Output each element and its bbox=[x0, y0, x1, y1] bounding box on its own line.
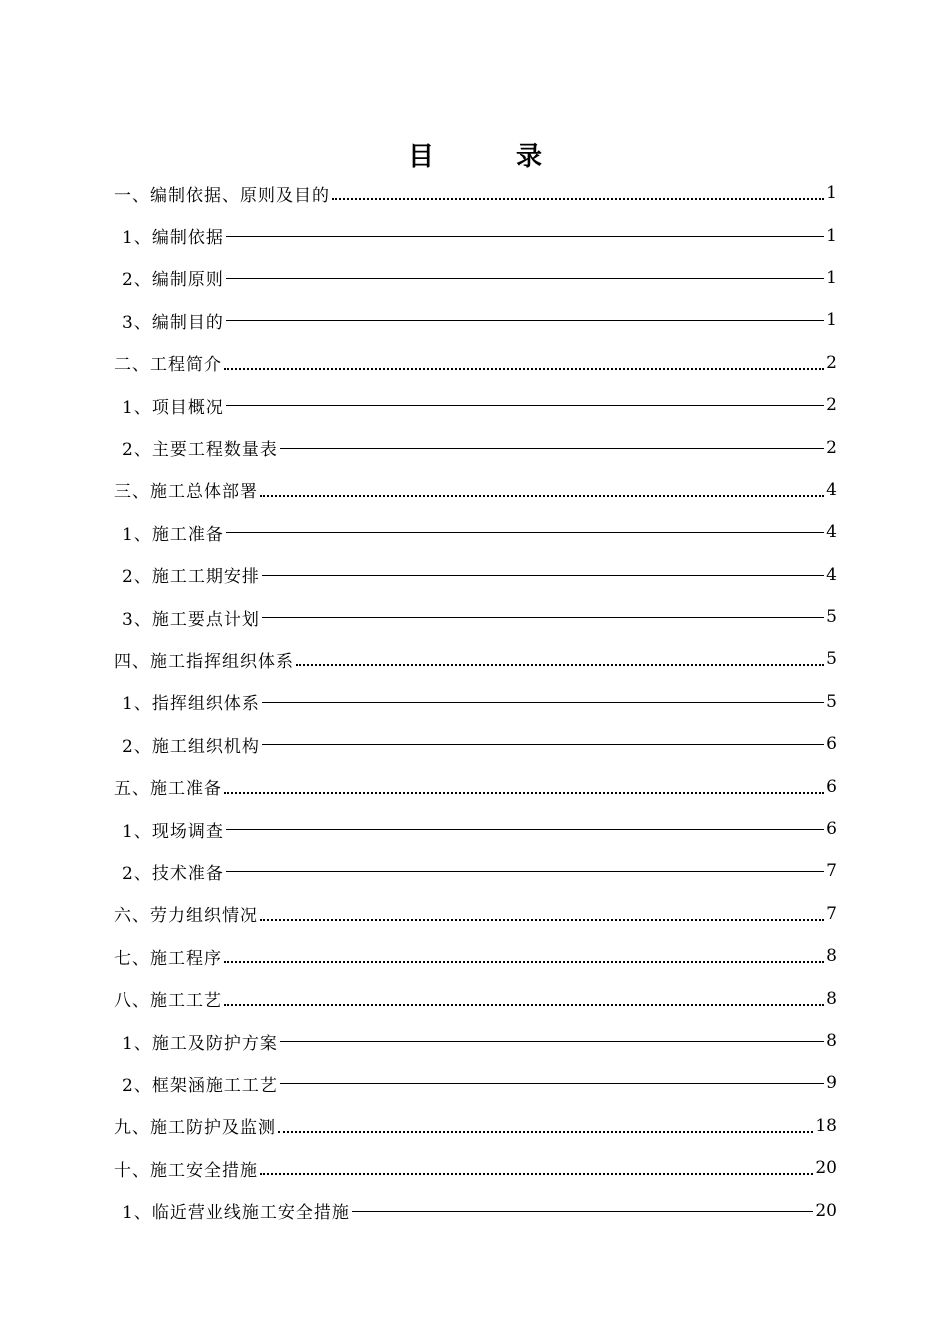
toc-entry-page-number: 2 bbox=[826, 437, 837, 458]
toc-entry-leader bbox=[262, 607, 824, 627]
toc-entry-label: 2、施工工期安排 bbox=[122, 567, 260, 588]
toc-entry[interactable] bbox=[114, 596, 837, 638]
toc-entry[interactable] bbox=[114, 893, 837, 935]
toc-entry[interactable] bbox=[114, 214, 837, 256]
toc-entry[interactable] bbox=[114, 554, 837, 596]
toc-entry-page-number: 4 bbox=[826, 522, 837, 543]
toc-entry-leader bbox=[226, 226, 824, 246]
toc-entry-label: 3、编制目的 bbox=[122, 312, 224, 333]
toc-entry-page-number: 5 bbox=[826, 649, 837, 670]
toc-entry-label: 1、项目概况 bbox=[122, 397, 224, 418]
toc-entry-leader bbox=[224, 353, 824, 373]
toc-entry-leader bbox=[224, 777, 824, 797]
toc-entry-label: 1、施工准备 bbox=[122, 524, 224, 545]
toc-entry-leader bbox=[280, 438, 824, 458]
toc-entry[interactable] bbox=[114, 723, 837, 765]
toc-entry-leader bbox=[224, 989, 824, 1009]
toc-entry[interactable] bbox=[114, 765, 837, 807]
toc-entry-label: 2、编制原则 bbox=[122, 270, 224, 291]
toc-entry-page-number: 20 bbox=[815, 1200, 837, 1221]
toc-entry-leader bbox=[226, 819, 824, 839]
table-of-contents bbox=[114, 172, 837, 1232]
toc-entry-page-number: 20 bbox=[815, 1158, 837, 1179]
toc-entry-label: 六、劳力组织情况 bbox=[114, 906, 258, 927]
toc-entry[interactable] bbox=[114, 172, 837, 214]
toc-entry-page-number: 2 bbox=[826, 352, 837, 373]
toc-entry-leader bbox=[352, 1201, 814, 1221]
toc-entry-page-number: 4 bbox=[826, 479, 837, 500]
toc-entry-label: 一、编制依据、原则及目的 bbox=[114, 185, 330, 206]
toc-entry-label: 十、施工安全措施 bbox=[114, 1160, 258, 1181]
toc-entry[interactable] bbox=[114, 1105, 837, 1147]
toc-entry-leader bbox=[278, 1116, 813, 1136]
toc-entry-page-number: 18 bbox=[815, 1115, 837, 1136]
toc-entry-leader bbox=[224, 946, 824, 966]
toc-entry-page-number: 6 bbox=[826, 734, 837, 755]
toc-entry-label: 2、施工组织机构 bbox=[122, 736, 260, 757]
toc-entry-page-number: 8 bbox=[826, 1031, 837, 1051]
toc-entry-page-number: 6 bbox=[826, 819, 837, 840]
toc-entry-page-number: 5 bbox=[826, 607, 837, 628]
toc-entry-leader bbox=[226, 522, 824, 542]
toc-entry-label: 九、施工防护及监测 bbox=[114, 1118, 276, 1139]
toc-entry[interactable] bbox=[114, 426, 837, 468]
toc-entry-label: 三、施工总体部署 bbox=[114, 482, 258, 503]
toc-entry[interactable] bbox=[114, 681, 837, 723]
page-title bbox=[0, 140, 950, 174]
toc-entry[interactable] bbox=[114, 299, 837, 341]
toc-entry-page-number: 7 bbox=[826, 903, 837, 924]
toc-entry-page-number: 8 bbox=[826, 946, 837, 967]
toc-entry-leader bbox=[262, 692, 824, 712]
toc-entry[interactable] bbox=[114, 469, 837, 511]
toc-entry-label: 3、施工要点计划 bbox=[122, 609, 260, 630]
toc-entry-leader bbox=[280, 1073, 824, 1093]
toc-entry[interactable] bbox=[114, 638, 837, 680]
toc-entry-leader bbox=[296, 649, 824, 669]
toc-entry-label: 2、技术准备 bbox=[122, 863, 224, 884]
toc-entry-leader bbox=[226, 310, 824, 330]
toc-entry-leader bbox=[226, 861, 824, 881]
toc-entry-leader bbox=[262, 734, 824, 754]
toc-entry-page-number: 1 bbox=[826, 225, 837, 246]
toc-entry[interactable] bbox=[114, 977, 837, 1019]
toc-entry[interactable] bbox=[114, 342, 837, 384]
toc-entry-label: 四、施工指挥组织体系 bbox=[114, 651, 294, 672]
toc-entry-leader bbox=[226, 395, 824, 415]
toc-entry-label: 2、主要工程数量表 bbox=[122, 440, 278, 461]
toc-entry-leader bbox=[260, 480, 824, 500]
toc-entry-label: 1、指挥组织体系 bbox=[122, 694, 260, 715]
toc-entry-page-number: 8 bbox=[826, 988, 837, 1009]
toc-entry[interactable] bbox=[114, 257, 837, 299]
toc-entry-page-number: 6 bbox=[826, 776, 837, 797]
toc-entry-page-number: 1 bbox=[826, 310, 837, 331]
toc-entry-page-number: 9 bbox=[826, 1073, 837, 1094]
toc-entry[interactable] bbox=[114, 1020, 837, 1062]
toc-entry-leader bbox=[332, 183, 824, 203]
toc-entry-page-number: 1 bbox=[826, 183, 837, 204]
toc-entry-label: 七、施工程序 bbox=[114, 948, 222, 969]
toc-entry-page-number: 2 bbox=[826, 395, 837, 416]
toc-entry-page-number: 1 bbox=[826, 267, 837, 288]
toc-entry-label: 二、工程简介 bbox=[114, 355, 222, 376]
page-title-part1: 目 bbox=[407, 142, 434, 172]
toc-entry-leader bbox=[260, 1158, 813, 1178]
toc-entry[interactable] bbox=[114, 935, 837, 977]
toc-entry-leader bbox=[262, 565, 824, 585]
toc-entry-leader bbox=[226, 268, 824, 288]
toc-entry-label: 八、施工工艺 bbox=[114, 991, 222, 1012]
page-title-part2: 录 bbox=[516, 142, 543, 172]
toc-entry[interactable] bbox=[114, 1189, 837, 1231]
toc-entry-leader bbox=[260, 904, 824, 924]
toc-entry-label: 2、框架涵施工工艺 bbox=[122, 1075, 278, 1096]
toc-entry-page-number: 5 bbox=[826, 691, 837, 712]
toc-entry-label: 1、现场调查 bbox=[122, 821, 224, 842]
toc-entry[interactable] bbox=[114, 1062, 837, 1104]
toc-entry[interactable] bbox=[114, 511, 837, 553]
toc-entry[interactable] bbox=[114, 808, 837, 850]
toc-entry-page-number: 7 bbox=[826, 861, 837, 882]
toc-entry-label: 五、施工准备 bbox=[114, 779, 222, 800]
toc-entry[interactable] bbox=[114, 384, 837, 426]
toc-entry-label: 1、施工及防护方案 bbox=[122, 1033, 278, 1054]
toc-entry-leader bbox=[280, 1031, 824, 1051]
toc-entry-label: 1、编制依据 bbox=[122, 228, 224, 249]
toc-entry[interactable] bbox=[114, 1147, 837, 1189]
toc-entry[interactable] bbox=[114, 850, 837, 892]
toc-entry-label: 1、临近营业线施工安全措施 bbox=[122, 1203, 350, 1224]
toc-entry-page-number: 4 bbox=[826, 564, 837, 585]
